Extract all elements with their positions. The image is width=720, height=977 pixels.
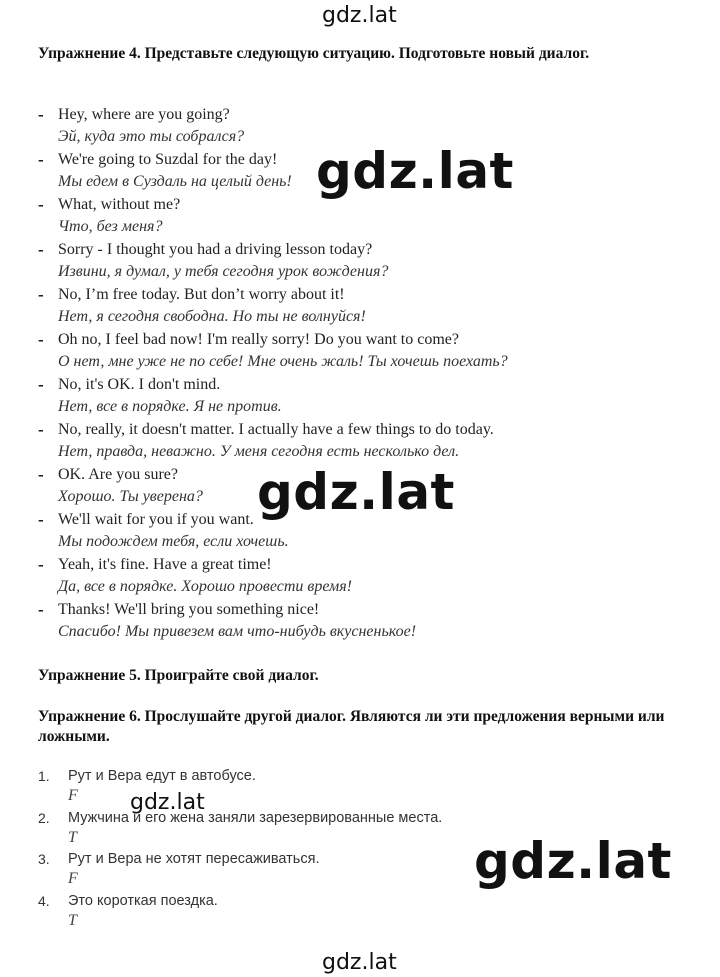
watermark-bottom: gdz.lat (322, 950, 397, 975)
russian-translation: Эй, куда это ты собрался? (58, 128, 245, 145)
dash-marker: - (38, 375, 44, 394)
item-number: 4. (38, 892, 50, 909)
exercise-4-heading: Упражнение 4. Представьте следующую ситуацию. Подготовьте новый диалог. (38, 45, 590, 62)
english-line: Yeah, it's fine. Have a great time! (58, 556, 272, 573)
answer-mark: T (68, 911, 77, 929)
dialog-line (36, 554, 676, 599)
russian-translation: Извини, я думал, у тебя сегодня урок вождения? (58, 263, 389, 280)
watermark-top: gdz.lat (322, 3, 397, 28)
answer-mark: F (68, 787, 78, 804)
russian-translation: Нет, я сегодня свободна. Но ты не волнуйся! (58, 308, 366, 325)
english-line: Hey, where are you going? (58, 106, 230, 123)
russian-translation: Нет, правда, неважно. У меня сегодня есть несколько дел. (58, 443, 460, 460)
dialog-line (36, 284, 676, 329)
english-line: Thanks! We'll bring you something nice! (58, 601, 320, 618)
dash-marker: - (38, 105, 44, 124)
watermark-middle-upper: gdz.lat (316, 142, 514, 200)
dialog-line (36, 599, 676, 644)
statement-text: Рут и Вера едут в автобусе. (68, 768, 256, 784)
dash-marker: - (38, 285, 44, 304)
dialog-line (36, 419, 676, 464)
russian-translation: Да, все в порядке. Хорошо провести время! (58, 578, 353, 595)
russian-translation: Мы подождем тебя, если хочешь. (58, 533, 289, 550)
exercise-5-heading: Упражнение 5. Проиграйте свой диалог. (38, 667, 319, 684)
watermark-middle-lower: gdz.lat (257, 463, 455, 521)
answer-mark: F (68, 870, 78, 887)
dash-marker: - (38, 195, 44, 214)
russian-translation: Нет, все в порядке. Я не против. (58, 398, 282, 415)
english-line: No, it's OK. I don't mind. (58, 376, 221, 393)
english-line: No, really, it doesn't matter. I actually have a few things to do today. (58, 421, 494, 438)
dash-marker: - (38, 465, 44, 484)
item-number: 3. (38, 851, 50, 867)
english-line: No, I’m free today. But don’t worry about it! (58, 286, 345, 303)
answer-mark: T (68, 828, 77, 846)
english-line: OK. Are you sure? (58, 466, 178, 483)
russian-translation: О нет, мне уже не по себе! Мне очень жаль! Ты хочешь поехать? (58, 353, 508, 370)
statement-text: Это короткая поездка. (68, 892, 218, 909)
dash-marker: - (38, 150, 44, 169)
item-number: 1. (38, 768, 50, 784)
english-line: Sorry - I thought you had a driving lesson today? (58, 241, 373, 258)
english-line: We'll wait for you if you want. (58, 511, 254, 528)
dialog-line (36, 239, 676, 284)
statement-text: Рут и Вера не хотят пересаживаться. (68, 851, 320, 867)
dialog-line (36, 329, 676, 374)
list-item (38, 891, 678, 933)
dash-marker: - (38, 330, 44, 349)
dash-marker: - (38, 420, 44, 439)
dash-marker: - (38, 510, 44, 529)
english-line: What, without me? (58, 196, 181, 213)
dialog-line (36, 194, 676, 239)
russian-translation: Что, без меня? (58, 218, 163, 235)
dash-marker: - (38, 240, 44, 259)
dash-marker: - (38, 600, 44, 619)
russian-translation: Спасибо! Мы привезем вам что-нибудь вкусненькое! (58, 623, 417, 640)
dialog-line (36, 374, 676, 419)
russian-translation: Мы едем в Суздаль на целый день! (58, 173, 292, 190)
russian-translation: Хорошо. Ты уверена? (58, 488, 203, 505)
watermark-large-right: gdz.lat (474, 832, 672, 890)
english-line: Oh no, I feel bad now! I'm really sorry! Do you want to come? (58, 331, 459, 348)
statement-text: Мужчина и его жена заняли зарезервированные места. (68, 809, 443, 826)
english-line: We're going to Suzdal for the day! (58, 151, 278, 168)
item-number: 2. (38, 809, 50, 826)
watermark-small-left: gdz.lat (130, 790, 205, 815)
exercise-6-heading: Упражнение 6. Прослушайте другой диалог. Являются ли эти предложения верными или ложными. (38, 708, 665, 745)
dash-marker: - (38, 555, 44, 574)
